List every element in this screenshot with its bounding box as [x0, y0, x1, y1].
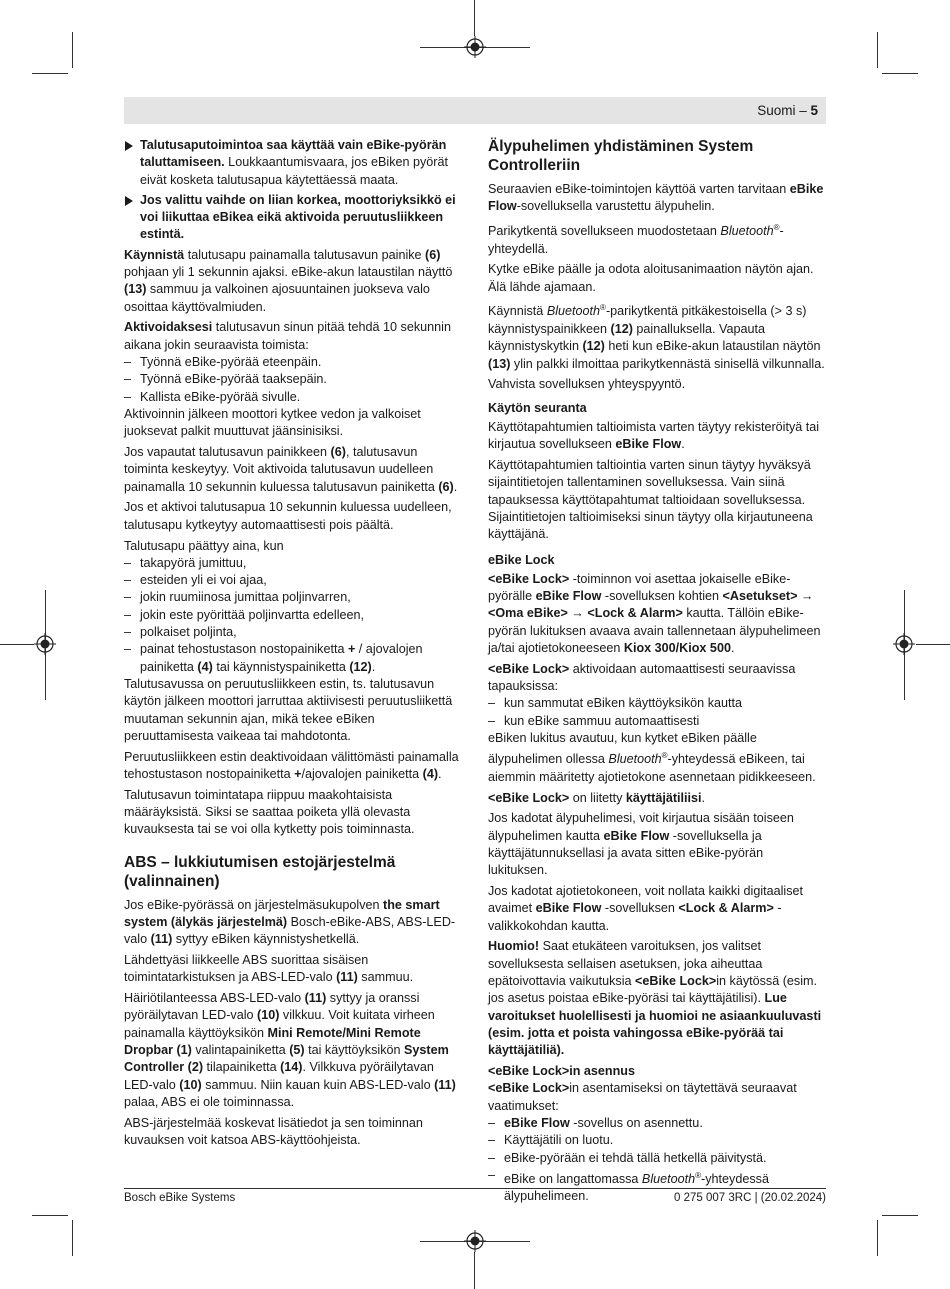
trademark: ®: [695, 1170, 702, 1180]
page-header: [124, 97, 826, 124]
walk-assist-end-list: [124, 555, 462, 676]
text: in asentamiseksi on täytettävä seuraavat vaatimukset:: [488, 1081, 797, 1113]
text: /ajovalojen painiketta: [301, 766, 423, 781]
text: eBiken lukitus avautuu, kun kytket eBiken päälle älypuhelimen ollessa: [488, 730, 757, 767]
crop-mark: [72, 1220, 73, 1256]
text: . Vilkkuva pyöräilytavan LED-valo: [124, 1060, 434, 1092]
warning-bold: Jos valittu vaihde on liian korkea, moottoriyksikkö ei voi liikuttaa eBikea eikä aktivoida peruutusliikkeen estintä.: [140, 192, 456, 242]
reference-number: (14): [280, 1060, 303, 1075]
plus-symbol: +: [294, 766, 302, 781]
reference-number: (11): [434, 1077, 456, 1092]
bold-text: käyttäjätiliisi: [625, 790, 702, 805]
paragraph: Kytke eBike päälle ja odota aloitusanimaation näytön ajan. Älä lähde ajamaan.: [488, 262, 814, 294]
footer-doc-number: 0 275 007 3RC | (20.02.2024): [674, 1192, 826, 1204]
text: vilkkuu. Voit kuitata virheen painamalla käyttöyksikön: [124, 1008, 435, 1040]
text: .: [438, 766, 442, 781]
bold-text: <eBike Lock>: [488, 790, 570, 805]
reference-number: (10): [179, 1077, 202, 1092]
right-column: [488, 137, 826, 1209]
warning-text: Loukkaantumisvaara, jos eBiken pyörät eivät kosketa talutusapua käytettäessä maata.: [140, 155, 448, 187]
text: .: [453, 479, 458, 494]
crop-mark: [474, 1252, 475, 1289]
bold-text: Aktivoidaksesi: [124, 320, 213, 335]
reference-number: (12): [582, 339, 605, 354]
text: aktivoidaan automaattisesti seuraavissa tapauksissa:: [488, 661, 796, 694]
list-item: – esteiden yli ei voi ajaa,: [124, 572, 462, 589]
text: .: [701, 790, 706, 805]
paragraph: [124, 749, 462, 784]
warning-walk-assist: [124, 137, 462, 189]
text: Käynnistä: [488, 304, 547, 319]
text: sammuu. Niin kauan kuin ABS-LED-valo: [201, 1077, 435, 1092]
paragraph: [488, 790, 826, 807]
text: .: [371, 659, 376, 674]
paragraph: [488, 810, 826, 879]
bold-text: the smart system (älykäs järjestelmä): [124, 897, 440, 929]
text: Seuraavien eBike-toimintojen käyttöä varten tarvitaan: [488, 182, 790, 196]
text: -yhteydessä älypuhelimeen.: [504, 1171, 769, 1204]
text: -sovelluksella varustettu älypuhelin.: [516, 199, 715, 214]
text: Jos eBike-pyörässä on järjestelmäsukupolven: [124, 897, 384, 912]
text: syttyy eBiken käynnistyshetkellä.: [172, 932, 360, 947]
paragraph: Vahvista sovelluksen yhteyspyyntö.: [488, 377, 686, 392]
text: / ajovalojen painiketta: [140, 642, 423, 674]
paragraph: Talutusavun toimintatapa riippuu maakohtaisista määräyksistä. Siksi se saattaa poiketa yllä olevasta kuvauksesta tai se voi olla kytketty pois toiminnasta.: [124, 787, 415, 837]
section-heading-abs: ABS – lukkiutumisen estojärjestelmä (valinnainen): [124, 853, 396, 890]
crop-mark: [32, 73, 68, 74]
text: →: [797, 589, 814, 604]
registration-mark-icon: [464, 1230, 486, 1252]
reference-number: (4): [197, 659, 213, 674]
italic-text: Bluetooth: [641, 1171, 696, 1186]
text: pohjaan yli 1 sekunnin ajaksi. eBike-akun lataustilan näyttö: [124, 265, 453, 280]
text: Bosch-eBike-ABS, ABS-LED-valo: [124, 914, 456, 947]
text: -parikytkentä pitkäkestoisella (> 3 s) käynnistyspainikkeen: [488, 304, 807, 336]
header-separator: –: [795, 103, 811, 118]
list-item: [124, 641, 462, 676]
section-heading-smartphone: Älypuhelimen yhdistäminen System Controlleriin: [488, 138, 754, 174]
bold-text: <Lock & Alarm>: [587, 606, 683, 621]
paragraph: ABS-järjestelmää koskevat lisätiedot ja sen toiminnan kuvauksen voit katsoa ABS-käyttöohjeista.: [124, 1115, 423, 1147]
paragraph: [124, 444, 462, 496]
text: Käyttötapahtumien taltioimista varten täytyy rekisteröityä tai kirjautua sovellukseen: [488, 419, 820, 452]
paragraph: [488, 181, 826, 216]
page-header-text: [757, 103, 818, 118]
bold-text: eBike Flow: [615, 437, 682, 452]
paragraph: [488, 883, 826, 935]
crop-mark: [474, 0, 475, 36]
reference-number: (5): [289, 1042, 305, 1057]
registration-mark-icon: [34, 633, 56, 655]
text: -valikkokohdan kautta.: [488, 901, 782, 933]
list-item: – eBike-pyörään ei tehdä tällä hetkellä päivitystä.: [488, 1150, 826, 1167]
list-item: – Kallista eBike-pyörää sivulle.: [124, 389, 462, 406]
text: tai käyttöyksikön: [304, 1042, 405, 1057]
text: -toiminnon voi asettaa jokaiselle eBike-pyörälle: [488, 571, 791, 604]
text: -sovelluksen kohtien: [601, 589, 723, 604]
reference-number: (4): [422, 766, 439, 781]
lock-activation-list: [488, 695, 826, 730]
bold-text: <eBike Lock>: [488, 661, 570, 676]
bold-text: Huomio!: [488, 939, 540, 954]
text: Saat etukäteen varoituksen, jos valitset sovelluksesta sellaisen asetuksen, joka aiheuttaa epätoivottavia vaikutuksia: [488, 939, 763, 989]
activation-list: [124, 354, 462, 406]
paragraph: [124, 247, 462, 316]
text: painalluksella. Vapauta käynnistyskytkin: [488, 321, 766, 354]
reference-number: (6): [330, 445, 346, 460]
reference-number: (12): [610, 321, 633, 336]
bold-text: <eBike Lock>: [635, 974, 717, 989]
warning-bold: Talutusaputoimintoa saa käyttää vain eBike-pyörän taluttamiseen.: [140, 138, 447, 170]
crop-mark: [882, 73, 918, 74]
text: -sovelluksella ja käyttäjätunnuksellasi ja avata sitten eBike-pyörän lukituksen.: [488, 828, 764, 878]
crop-mark: [72, 32, 73, 68]
subheading-tracking: Käytön seuranta: [488, 400, 587, 415]
bold-text: eBike Flow: [535, 589, 602, 604]
paragraph: [488, 1080, 826, 1115]
reference-number: (11): [150, 932, 173, 947]
bold-text: eBike Flow: [535, 901, 602, 916]
italic-text: Bluetooth: [720, 224, 774, 239]
crop-mark: [877, 32, 878, 68]
warning-gear: [124, 192, 462, 244]
paragraph: Talutusapu päättyy aina, kun: [124, 538, 284, 553]
crop-mark: [882, 1215, 918, 1216]
paragraph: [124, 897, 462, 949]
text: Jos kadotat ajotietokoneen, voit nollata kaikki digitaaliset avaimet: [488, 884, 804, 916]
text: Jos vapautat talutusavun painikkeen: [124, 445, 331, 460]
list-item: [488, 1115, 826, 1132]
list-item: – Työnnä eBike-pyörää taaksepäin.: [124, 371, 462, 388]
bold-text: eBike Flow: [603, 828, 670, 843]
text: Jos kadotat älypuhelimesi, voit kirjautua sisään toiseen älypuhelimen kautta: [488, 811, 794, 843]
warning-triangle-icon: [125, 141, 133, 151]
reference-number: (11): [336, 970, 358, 985]
bold-text: eBike Flow: [488, 182, 824, 214]
paragraph: Käyttötapahtumien taltiointia varten sinun täytyy hyväksyä sijaintitietojen tallentaminen sovelluksessa. Vain siinä tapauksessa käyttötapahtumat taltioidaan sovelluksessa. Sijaintitietojen taltioimiseksi sinun täytyy olla kirjautuneena käyttäjänä.: [488, 458, 813, 542]
reference-number: (13): [124, 282, 147, 297]
text: sammuu ja valkoinen ajosuuntainen juokseva valo osoittaa käyttövalmiuden.: [124, 282, 430, 314]
bold-text: <Oma eBike>: [488, 606, 568, 621]
text: syttyy ja oranssi pyöräilytavan LED-valo: [124, 991, 420, 1023]
paragraph: Jos et aktivoi talutusapua 10 sekunnin kuluessa uudelleen, talutusapu kytkeytyy automaattisesti pois päältä.: [124, 500, 452, 532]
paragraph: [124, 952, 462, 987]
paragraph: [488, 571, 826, 657]
bold-text: eBike Flow: [504, 1115, 570, 1130]
bold-text: <Lock & Alarm>: [678, 901, 774, 916]
reference-number: (13): [488, 356, 511, 371]
header-language: Suomi: [757, 103, 796, 118]
left-column: [124, 137, 462, 1153]
paragraph: [488, 938, 826, 1059]
reference-number: (10): [257, 1008, 280, 1023]
text: Lähdettyäsi liikkeelle ABS suorittaa sisäisen toimintatarkistuksen ja ABS-LED-valo: [124, 952, 369, 985]
paragraph: [488, 661, 826, 696]
text: heti kun eBike-akun lataustilan näytön: [604, 339, 821, 354]
paragraph: [488, 730, 826, 786]
bold-text: Mini Remote/Mini Remote Dropbar (1): [124, 1025, 421, 1057]
reference-number: (12): [349, 659, 372, 674]
text: .: [681, 437, 685, 452]
text: sammuu.: [357, 970, 414, 985]
reference-number: (11): [304, 991, 327, 1006]
paragraph: [124, 990, 462, 1111]
list-item: – jokin este pyörittää poljinvartta edelleen,: [124, 607, 462, 624]
crop-mark: [32, 1215, 68, 1216]
warning-triangle-icon: [125, 196, 133, 206]
text: palaa, ABS ei ole toiminnassa.: [124, 1094, 295, 1109]
text: on liitetty: [569, 790, 626, 805]
text: talutusavun sinun pitää tehdä 10 sekunnin aikana jokin seuraavista toimista:: [124, 320, 451, 352]
list-item: – Käyttäjätili on luotu.: [488, 1132, 826, 1149]
trademark: ®: [773, 223, 780, 233]
text: -yhteydessä eBikeen, tai aiemmin määritetty ajotietokone asennetaan pidikkeeseen.: [488, 752, 816, 784]
list-item: – takapyörä jumittuu,: [124, 555, 462, 572]
bold-text: Lue varoitukset huolellisesti ja huomioi ne asiaankuuluvasti (esim. jotta et poista vahingossa eBike-pyörää tai käyttäjätiliä).: [488, 991, 822, 1058]
text: Peruutusliikkeen estin deaktivoidaan välittömästi painamalla tehostustason nostopainiketta: [124, 749, 459, 781]
crop-mark: [877, 1220, 878, 1256]
bold-text: <eBike Lock>: [488, 571, 570, 586]
subheading-ebike-lock: eBike Lock: [488, 552, 555, 567]
page-number: 5: [810, 103, 818, 118]
subheading-install: <eBike Lock>in asennus: [488, 1064, 635, 1079]
text: →: [567, 606, 588, 621]
list-item: – kun eBike sammuu automaattisesti: [488, 713, 826, 730]
crop-mark: [916, 644, 950, 645]
bold-text: System Controller (2): [124, 1042, 449, 1075]
text: -sovelluksen: [601, 901, 679, 916]
paragraph: [488, 299, 826, 372]
trademark: ®: [661, 751, 668, 761]
paragraph: [124, 319, 462, 354]
text: valintapainiketta: [191, 1042, 290, 1057]
crop-mark: [0, 644, 34, 645]
text: painat tehostustason nostopainiketta: [140, 642, 348, 657]
bold-text: Kiox 300/Kiox 500: [623, 641, 731, 655]
registration-mark-icon: [464, 36, 486, 58]
bold-text: Käynnistä: [124, 247, 185, 262]
text: tai käynnistyspainiketta: [212, 659, 350, 674]
paragraph: [488, 219, 826, 258]
list-item: – polkaiset poljinta,: [124, 624, 462, 641]
text: ylin palkki ilmoittaa parikytkennästä sinisellä vilkunnalla.: [510, 356, 825, 371]
footer-rule: [124, 1188, 826, 1189]
registration-mark-icon: [893, 633, 915, 655]
plus-symbol: +: [347, 642, 356, 657]
list-item: – Työnnä eBike-pyörää eteenpäin.: [124, 354, 462, 371]
list-item: – kun sammutat eBiken käyttöyksikön kautta: [488, 695, 826, 712]
text: in käytössä (esim. jos asetus poistaa eBike-pyöräsi tai käyttäjätilisi).: [488, 974, 818, 1006]
bold-text: <eBike Lock>: [488, 1081, 570, 1096]
text: , talutusavun toiminta keskeytyy. Voit aktivoida talutusavun uudelleen painamalla 10 sekunnin kuluessa talutusavun painiketta: [124, 445, 439, 494]
reference-number: (6): [425, 247, 441, 262]
text: tilapainiketta: [203, 1060, 281, 1075]
paragraph: Aktivoinnin jälkeen moottori kytkee vedon ja valkoiset juoksevat palkit muuttuvat jäänsinisiksi.: [124, 406, 421, 439]
text: Häiriötilanteessa ABS-LED-valo: [124, 991, 305, 1006]
text: kautta. Tällöin eBike-pyörän lukituksen avaava avain tallennetaan älypuhelimeen ja/tai ajotietokoneeseen: [488, 606, 821, 655]
list-item: – jokin ruumiinosa jumittaa poljinvarren,: [124, 589, 462, 606]
bold-text: <Asetukset>: [722, 589, 798, 604]
text: eBike on langattomassa: [504, 1171, 642, 1186]
italic-text: Bluetooth: [546, 304, 601, 319]
text: .: [730, 641, 735, 655]
text: talutusapu painamalla talutusavun painike: [184, 247, 426, 262]
text: -yhteydellä.: [488, 224, 784, 256]
paragraph: Talutusavussa on peruutusliikkeen estin, ts. talutusavun käytön jälkeen moottori jarruttaa aktiivisesti peruutusliikettä muutaman sekunnin ajan, mikä tekee eBiken peruuttamisesta vaikeaa tai mahdotonta.: [124, 676, 453, 743]
reference-number: (6): [438, 479, 454, 494]
footer-brand: Bosch eBike Systems: [124, 1192, 236, 1204]
trademark: ®: [600, 303, 606, 313]
paragraph: [488, 419, 826, 454]
italic-text: Bluetooth: [608, 752, 662, 767]
text: -sovellus on asennettu.: [569, 1115, 703, 1130]
text: Parikytkentä sovellukseen muodostetaan: [488, 224, 721, 239]
